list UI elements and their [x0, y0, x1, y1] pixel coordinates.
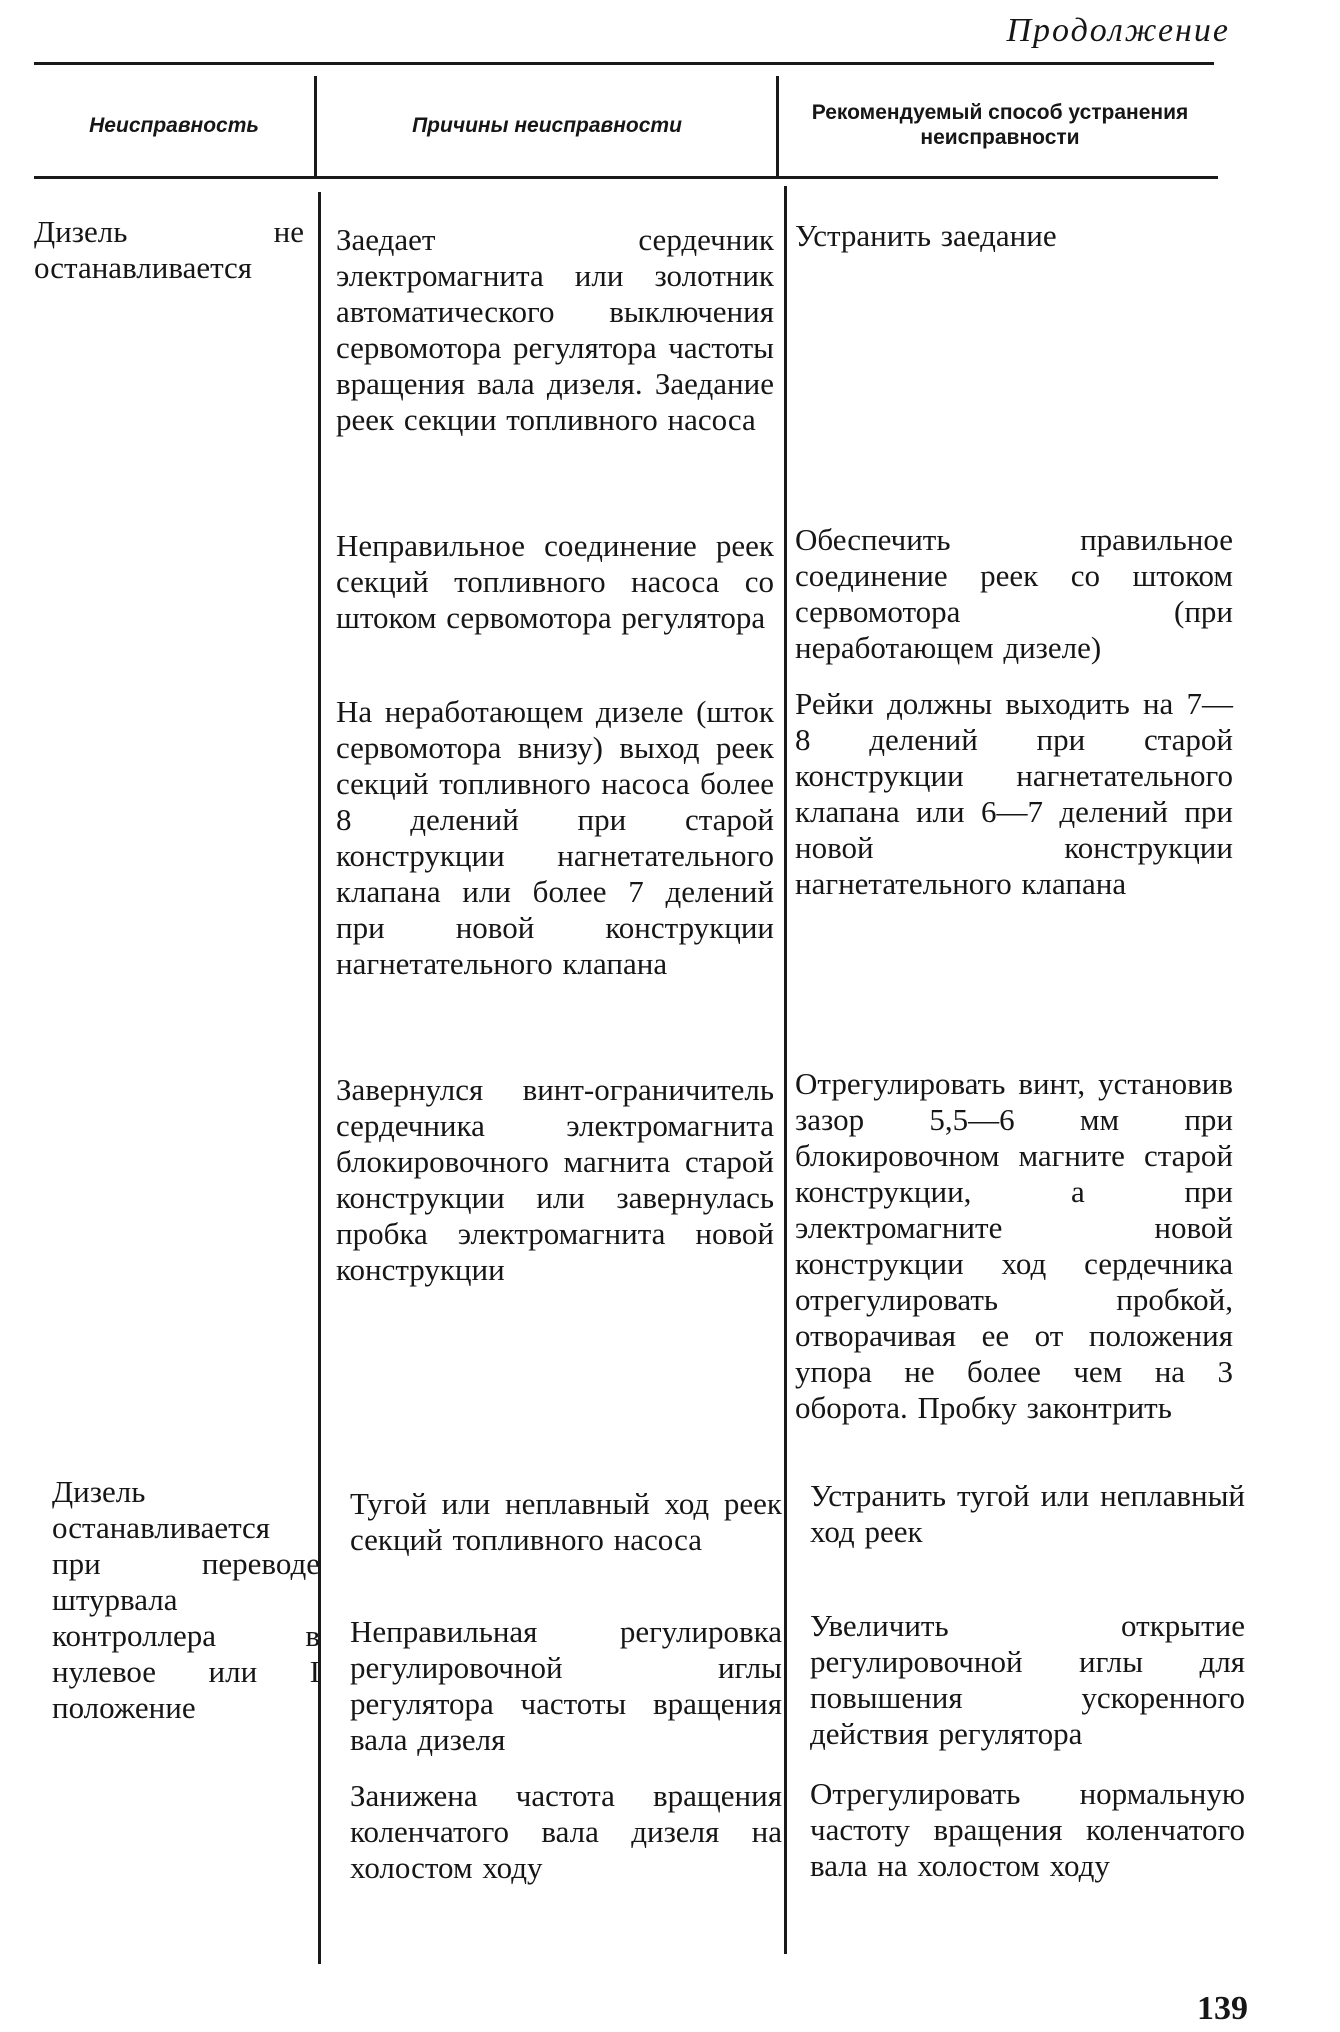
- header-top-rule: [34, 62, 1214, 65]
- header-divider-1: [314, 76, 317, 176]
- cause-cell: На неработающем дизеле (шток сервомотора внизу) выход реек секций топливного насоса более 8 делений при старой конструкции нагнетательного клапана или более 7 делений при новой конструкции нагнетательного клапана: [336, 694, 774, 981]
- remedy-cell: Отрегулировать винт, установив зазор 5,5—6 мм при блокировочном магните старой конструкции, а при электромагните новой конструкции ход сердечника отрегулировать пробкой, отворачивая ее от положения упора не более чем на 3 оборота. Пробку законтрить: [795, 1066, 1233, 1425]
- header-remedy: Рекомендуемый способ устранения неисправности: [811, 101, 1189, 149]
- cause-cell: Занижена частота вращения коленчатого вала дизеля на холостом ходу: [350, 1778, 782, 1885]
- remedy-cell: Рейки должны выходить на 7—8 делений при старой конструкции нагнетательного клапана или 6—7 делений при новой конструкции нагнетательного клапана: [795, 686, 1233, 901]
- cause-cell: Неправильная регулировка регулировочной иглы регулятора частоты вращения вала дизеля: [350, 1614, 782, 1757]
- cause-cell: Завернулся винт-ограничитель сердечника электромагнита блокировочного магнита старой конструкции или завернулась пробка электромагнита новой конструкции: [336, 1072, 774, 1287]
- fault-cell: Дизель не останавливается: [34, 214, 304, 285]
- page-number: 139: [1197, 1990, 1248, 2027]
- remedy-cell: Обеспечить правильное соединение реек со штоком сервомотора (при неработающем дизеле): [795, 522, 1233, 665]
- remedy-cell: Устранить тугой или неплавный ход реек: [810, 1478, 1245, 1549]
- header-bottom-rule: [34, 176, 1218, 179]
- remedy-cell: Отрегулировать нормальную частоту вращения коленчатого вала на холостом ходу: [810, 1776, 1245, 1883]
- cause-cell: Неправильное соединение реек секций топливного насоса со штоком сервомотора регулятора: [336, 528, 774, 635]
- header-fault: Неисправность: [89, 113, 259, 137]
- cause-cell: Тугой или неплавный ход реек секций топливного насоса: [350, 1486, 782, 1557]
- remedy-cell: Увеличить открытие регулировочной иглы для повышения ускоренного действия регулятора: [810, 1608, 1245, 1751]
- remedy-cell: Устранить заедание: [795, 218, 1057, 253]
- continuation-label: Продолжение: [1006, 12, 1230, 49]
- cause-cell: Заедает сердечник электромагнита или золотник автоматического выключения сервомотора регулятора частоты вращения вала дизеля. Заедание реек секции топливного насоса: [336, 222, 774, 437]
- column-divider-2: [784, 186, 787, 1954]
- header-divider-2: [776, 76, 779, 176]
- header-causes: Причины неисправности: [412, 113, 682, 137]
- fault-cell: Дизель останавливается при переводе штурвала контроллера в нулевое или I положение: [52, 1474, 320, 1725]
